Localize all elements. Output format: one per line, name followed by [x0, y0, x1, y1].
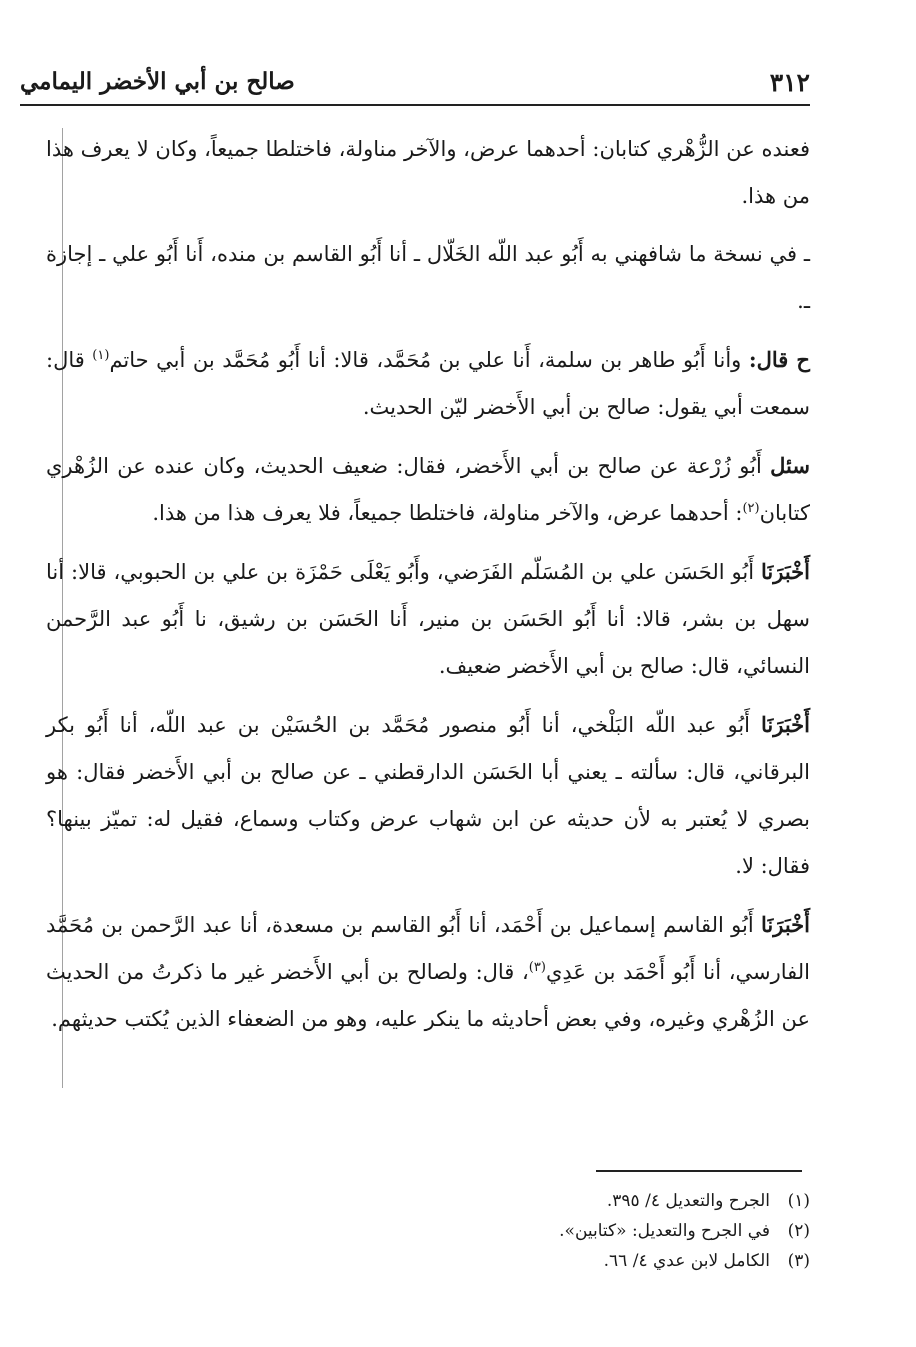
footnotes	[210, 1186, 810, 1276]
paragraph-text: أَبُو القاسم إسماعيل بن أَحْمَد، أنا أَبُو القاسم بن مسعدة، أنا عبد الرَّحمن بن مُحَمَّد الفارسي، أنا أَبُو أَحْمَد بن عَدِي	[46, 913, 810, 984]
paragraph-text: أَبُو الحَسَن علي بن المُسَلّم الفَرَضي، وأَبُو يَعْلَى حَمْزَة بن علي بن الحبوبي، قالا: أنا سهل بن بشر، قالا: أنا أَبُو الحَسَن بن منير، أَنا الحَسَن بن رشيق، نا أَبُو عبد الرَّحمن النسائي، قال: صالح بن أبي الأَخضر ضعيف.	[46, 560, 810, 678]
paragraph-text-tail: ، قال: ولصالح بن أبي الأَخضر غير ما ذكرتُ من الحديث عن الزُهْري وغيره، وفي بعض أحاديثه ما ينكر عليه، وهو من الضعفاء الذين يُكتب حديثهم.	[46, 960, 810, 1031]
footnote-marker: (٣)	[528, 960, 546, 975]
page-header	[20, 60, 810, 106]
footnote-text: الكامل لابن عدي ٤/ ٦٦.	[603, 1251, 770, 1271]
paragraph-lead: أَخْبَرَنَا	[761, 912, 810, 937]
paragraph-text: وأنا أَبُو طاهر بن سلمة، أَنا علي بن مُحَمَّد، قالا: أنا أَبُو مُحَمَّد بن أبي حاتم	[109, 348, 749, 372]
paragraph-text-tail: قال: سمعت أبي يقول: صالح بن أبي الأَخضر ليّن الحديث.	[46, 348, 810, 419]
footnote-number: (٣)	[787, 1251, 810, 1271]
running-title: صالح بن أبي الأخضر اليمامي	[20, 68, 295, 95]
paragraph	[46, 701, 810, 890]
page-number: ٣١٢	[769, 68, 810, 97]
paragraph-text: أَبُو زُرْعة عن صالح بن أبي الأَخضر، فقال: ضعيف الحديث، وكان عنده عن الزُهْري كتابان	[46, 454, 810, 525]
paragraph	[46, 336, 810, 431]
paragraph-lead: سئل	[770, 453, 810, 478]
paragraph-text: أَبُو عبد اللّه البَلْخي، أنا أَبُو منصور مُحَمَّد بن الحُسَيْن بن عبد اللّه، أنا أَبُو بكر البرقاني، قال: سألته ـ يعني أبا الحَسَن الدارقطني ـ عن صالح بن أبي الأَخضر فقال: هو بصري لا يُعتبر به لأن حديثه عن ابن شهاب عرض وكتاب وسماع، فقيل له: تميّز بينها؟ فقال: لا.	[46, 713, 810, 878]
footnote-text: في الجرح والتعديل: «كتابين».	[559, 1221, 770, 1241]
footnote-marker: (٢)	[742, 501, 760, 516]
footnote-marker: (١)	[92, 348, 110, 363]
paragraph-text-tail: : أحدهما عرض، والآخر مناولة، فاختلطا جميعاً، فلا يعرف هذا من هذا.	[152, 501, 743, 525]
paragraph-lead: أَخْبَرَنَا	[761, 559, 810, 584]
paragraph-lead: ح قال:	[748, 347, 810, 372]
footnote	[210, 1186, 810, 1216]
paragraph-text: فعنده عن الزُّهْري كتابان: أحدهما عرض، والآخر مناولة، فاختلطا جميعاً، وكان لا يعرف هذا من هذا.	[46, 137, 810, 208]
main-text	[46, 126, 810, 1054]
footnote-separator	[596, 1170, 802, 1172]
paragraph	[46, 231, 810, 325]
footnote-number: (٢)	[787, 1221, 810, 1241]
footnote	[210, 1246, 810, 1276]
paragraph	[46, 442, 810, 537]
paragraph	[46, 901, 810, 1043]
footnote	[210, 1216, 810, 1246]
paragraph-text: ـ في نسخة ما شافهني به أَبُو عبد اللّه الخَلّال ـ أنا أَبُو القاسم بن منده، أَنا أَبُو علي ـ إجازة ـ.	[46, 242, 810, 313]
footnote-text: الجرح والتعديل ٤/ ٣٩٥.	[606, 1191, 770, 1211]
paragraph	[46, 126, 810, 220]
footnote-number: (١)	[787, 1191, 810, 1211]
paragraph-lead: أَخْبَرَنَا	[761, 712, 810, 737]
paragraph	[46, 548, 810, 690]
